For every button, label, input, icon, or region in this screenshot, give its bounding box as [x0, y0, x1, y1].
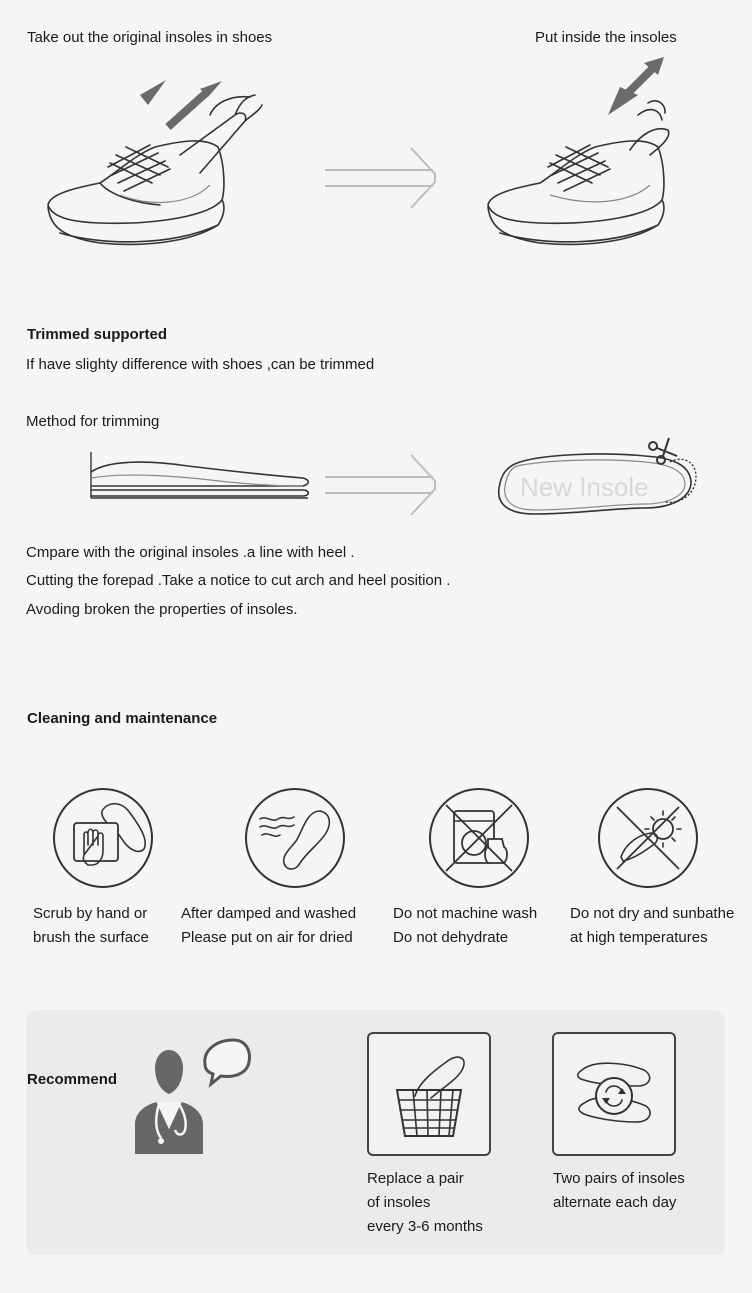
replace-basket-icon	[369, 1034, 489, 1154]
scissors-icon	[649, 438, 677, 464]
shoe-insert-insole-illustration	[480, 55, 680, 255]
transition-arrow-2	[325, 455, 440, 517]
cleaning-caption-2-line-1: After damped and washed	[181, 905, 357, 922]
hand-wipe-icon	[52, 787, 154, 889]
cleaning-caption-2	[181, 902, 356, 950]
shoe-remove-insole-illustration	[40, 75, 270, 255]
recommend-caption-1-line-2: of insoles	[367, 1194, 431, 1211]
cleaning-caption-3-line-2: Do not dehydrate	[393, 929, 509, 946]
cleaning-caption-3	[393, 902, 537, 950]
recommend-caption-1-line-3: every 3-6 months	[367, 1218, 483, 1235]
trimmed-heading: Trimmed supported	[27, 326, 168, 343]
recommend-caption-2-line-2: alternate each day	[553, 1194, 677, 1211]
recommend-heading: Recommend	[27, 1071, 118, 1088]
method-line-3: Avoding broken the properties of insoles.	[26, 601, 298, 618]
method-line-2: Cutting the forepad .Take a notice to cut arch and heel position .	[26, 572, 451, 589]
cleaning-caption-3-line-1: Do not machine wash	[393, 905, 538, 922]
transition-arrow-1	[325, 148, 440, 210]
cleaning-caption-2-line-2: Please put on air for dried	[181, 929, 353, 946]
method-heading: Method for trimming	[26, 413, 160, 430]
step-remove-caption: Take out the original insoles in shoes	[27, 29, 273, 46]
cleaning-caption-1-line-2: brush the surface	[33, 929, 149, 946]
alternate-pairs-icon	[554, 1034, 674, 1154]
insole-side-profile-illustration	[88, 450, 313, 505]
step-insert-caption: Put inside the insoles	[535, 29, 677, 46]
replace-basket-icon-frame	[367, 1032, 491, 1156]
air-dry-icon	[244, 787, 346, 889]
recommend-caption-1	[367, 1167, 483, 1239]
no-sun-dry-icon	[597, 787, 699, 889]
no-machine-wash-icon	[428, 787, 530, 889]
cleaning-caption-1	[33, 902, 149, 950]
recommend-caption-1-line-1: Replace a pair	[367, 1170, 464, 1187]
doctor-icon	[133, 1038, 253, 1158]
cleaning-caption-4-line-1: Do not dry and sunbathe	[570, 905, 735, 922]
cleaning-heading: Cleaning and maintenance	[27, 710, 218, 727]
recommend-caption-2-line-1: Two pairs of insoles	[553, 1170, 685, 1187]
alternate-pairs-icon-frame	[552, 1032, 676, 1156]
method-line-1: Cmpare with the original insoles .a line with heel .	[26, 544, 355, 561]
trimmed-text: If have slighty difference with shoes ,can be trimmed	[26, 356, 375, 373]
recommend-caption-2	[553, 1167, 685, 1215]
new-insole-label: New Insole	[520, 472, 649, 502]
cleaning-caption-4	[570, 902, 734, 950]
cleaning-caption-4-line-2: at high temperatures	[570, 929, 708, 946]
cleaning-caption-1-line-1: Scrub by hand or	[33, 905, 148, 922]
